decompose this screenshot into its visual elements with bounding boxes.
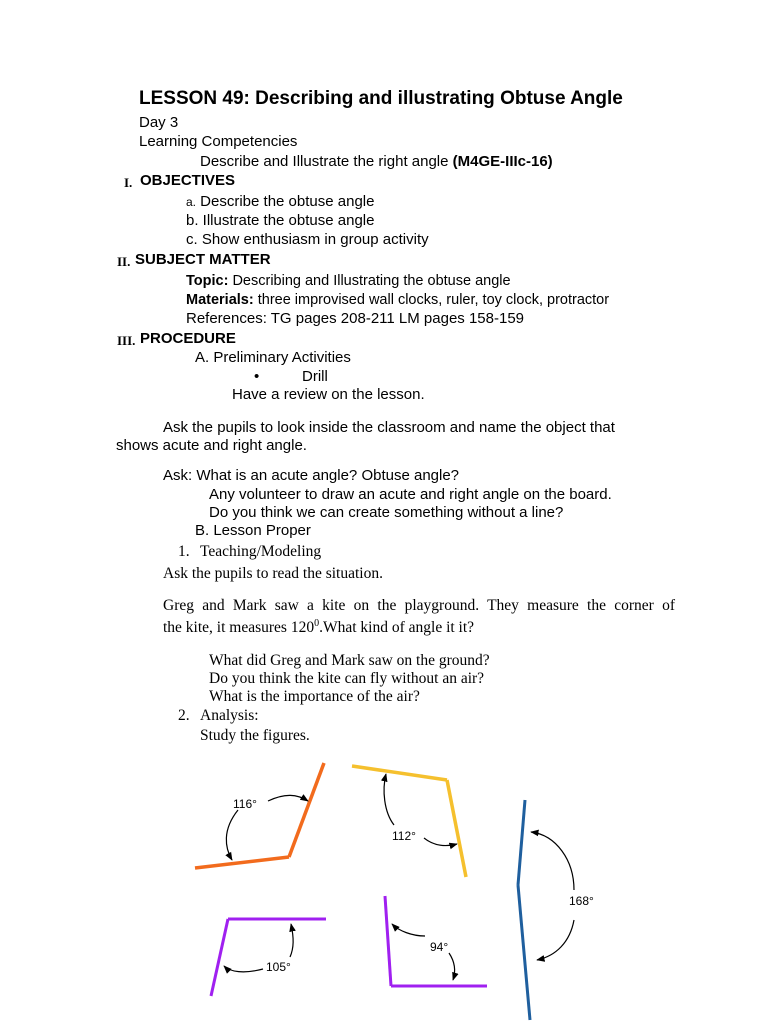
angle-ray xyxy=(518,885,530,1020)
ask-paragraph-line1: Ask the pupils to look inside the classroom and name the object that xyxy=(163,419,615,436)
angle-ray xyxy=(447,780,466,877)
lesson-title: LESSON 49: Describing and illustrating Obtuse Angle xyxy=(139,88,623,109)
angle-ray xyxy=(518,800,525,885)
objective-item xyxy=(186,193,374,211)
step2-number: 2. xyxy=(178,707,190,724)
topic-line xyxy=(186,272,511,290)
angle-figure-116 xyxy=(195,763,324,868)
references-line: References: TG pages 208-211 LM pages 158-159 xyxy=(186,310,524,327)
competencies-label: Learning Competencies xyxy=(139,133,298,150)
topic-label: Topic: xyxy=(186,273,229,289)
competency-text: Describe and Illustrate the right angle xyxy=(200,153,453,170)
section-a-heading: A. Preliminary Activities xyxy=(195,349,351,366)
angle-arc-arrow xyxy=(290,924,293,957)
objective-text: Illustrate the obtuse angle xyxy=(198,212,375,229)
angle-arc-arrow xyxy=(268,795,308,801)
review-text: Have a review on the lesson. xyxy=(232,386,425,403)
materials-label: Materials: xyxy=(186,292,254,308)
objective-marker: c. xyxy=(186,231,198,248)
bullet-icon: • xyxy=(254,368,260,385)
angle-ray xyxy=(211,919,228,996)
ask-question-2: Any volunteer to draw an acute and right angle on the board. xyxy=(209,486,612,503)
angle-arc-arrow xyxy=(224,966,263,972)
angle-label: 105° xyxy=(266,960,291,974)
angle-ray xyxy=(289,763,324,857)
angle-arc-arrow xyxy=(537,920,574,960)
objective-item xyxy=(186,212,374,230)
objective-item xyxy=(186,231,429,249)
materials-line xyxy=(186,291,609,309)
discussion-question-3: What is the importance of the air? xyxy=(209,688,420,705)
objective-text: Show enthusiasm in group activity xyxy=(197,231,429,248)
angle-figure-112 xyxy=(352,766,466,877)
drill-label: Drill xyxy=(302,368,328,385)
situation-line2 xyxy=(163,618,474,637)
angle-label: 112° xyxy=(392,829,416,843)
angle-arc-arrow xyxy=(226,810,238,860)
materials-value: three improvised wall clocks, ruler, toy clock, protractor xyxy=(253,292,610,308)
objective-marker: b. xyxy=(186,212,199,229)
angle-figures xyxy=(0,750,768,1024)
situation-text: the kite, it measures 120 xyxy=(163,619,315,636)
step2-label: Analysis: xyxy=(200,707,259,724)
topic-value: Describing and Illustrating the obtuse angle xyxy=(228,273,511,289)
ask-question-1: Ask: What is an acute angle? Obtuse angle? xyxy=(163,467,460,484)
objective-marker: a. xyxy=(186,195,197,209)
angle-label: 116° xyxy=(233,797,257,811)
procedure-numeral: III. xyxy=(117,333,136,348)
angle-ray xyxy=(352,766,447,780)
day-label: Day 3 xyxy=(139,114,179,131)
subject-heading: SUBJECT MATTER xyxy=(135,251,271,268)
angle-arc-arrow xyxy=(392,924,425,936)
discussion-question-1: What did Greg and Mark saw on the ground? xyxy=(209,652,490,669)
angle-arc-arrow xyxy=(531,832,574,890)
situation-line1: Greg and Mark saw a kite on the playground. They measure the corner of xyxy=(163,597,675,614)
objectives-numeral: I. xyxy=(124,175,133,190)
step1-instruction: Ask the pupils to read the situation. xyxy=(163,565,383,582)
angle-arc-arrow xyxy=(384,774,394,825)
angle-label: 94° xyxy=(430,940,449,954)
step1-number: 1. xyxy=(178,543,190,560)
angle-figure-94 xyxy=(385,896,487,986)
angle-figure-168 xyxy=(518,800,594,1020)
ask-question-3: Do you think we can create something without a line? xyxy=(209,504,564,521)
angle-figure-105 xyxy=(211,919,326,996)
objectives-heading: OBJECTIVES xyxy=(140,172,236,189)
objective-text: Describe the obtuse angle xyxy=(196,193,375,210)
degree-superscript: 0 xyxy=(314,617,320,629)
section-b-heading: B. Lesson Proper xyxy=(195,522,311,539)
step1-label: Teaching/Modeling xyxy=(200,543,322,560)
angle-label: 168° xyxy=(569,894,594,908)
competency-line xyxy=(200,153,553,171)
ask-paragraph-line2: shows acute and right angle. xyxy=(116,437,307,454)
discussion-question-2: Do you think the kite can fly without an air? xyxy=(209,670,485,687)
subject-numeral: II. xyxy=(117,254,131,269)
angle-ray xyxy=(385,896,391,986)
procedure-heading: PROCEDURE xyxy=(140,330,236,347)
competency-code: (M4GE-IIIc-16) xyxy=(452,153,553,170)
step2-instruction: Study the figures. xyxy=(200,727,310,744)
situation-question: .What kind of angle it it? xyxy=(319,619,475,636)
angle-ray xyxy=(195,857,289,868)
angle-arc-arrow xyxy=(424,838,457,846)
angle-arc-arrow xyxy=(449,953,455,980)
